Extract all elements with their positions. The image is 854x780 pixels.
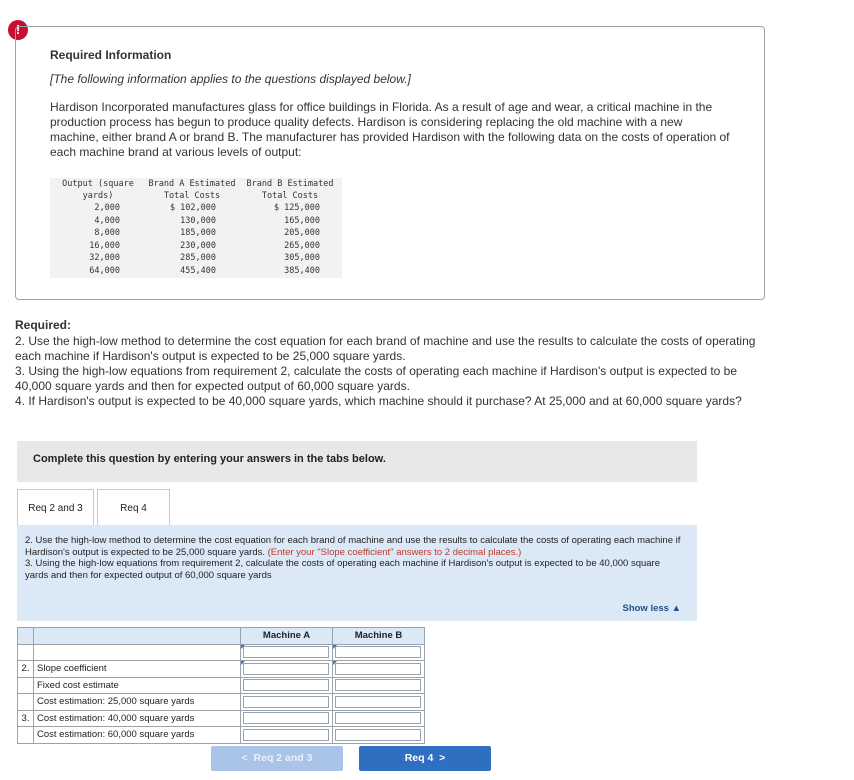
- table-row: 32,000 285,000 305,000: [50, 252, 342, 265]
- panel-note: (Enter your "Slope coefficient" answers to 2 decimal places.): [267, 546, 522, 558]
- blank-machine-a-input[interactable]: [243, 646, 329, 658]
- answer-table: [17, 627, 425, 744]
- answer-row: Cost estimation: 60,000 square yards: [18, 727, 425, 744]
- required-item-2: 2. Use the high-low method to determine the cost equation for each brand of machine and use the results to calculate the costs of operating each machine if Hardison's output is expected to be 25,000 square yards.: [15, 334, 756, 363]
- show-less-link[interactable]: Show less ▲: [622, 603, 681, 614]
- answer-row: Cost estimation: 25,000 square yards: [18, 694, 425, 711]
- chevron-right-icon: >: [439, 752, 446, 764]
- cost-60000-machine-b-input[interactable]: [335, 729, 421, 741]
- input-marker-icon: [241, 661, 245, 665]
- slope-machine-a-input[interactable]: [243, 663, 329, 675]
- tab-req-4[interactable]: Req 4: [97, 489, 170, 526]
- required-item-3: 3. Using the high-low equations from requirement 2, calculate the costs of operating each machine if Hardison's output is expected to be 40,000 square yards and then for expected output of 60,000 square yards.: [15, 364, 738, 393]
- info-subtitle: [The following information applies to the questions displayed below.]: [50, 72, 411, 86]
- cost-data-table: [50, 178, 342, 278]
- info-title: Required Information: [50, 48, 172, 62]
- panel-req-2: 2. Use the high-low method to determine the cost equation for each brand of machine and use the results to calculate the costs of operating each machine if Hardison's output is expected to be 25,000 square yards. (Enter your "Slope coefficient" answers to 2 decimal places.): [25, 535, 681, 558]
- cost-25000-machine-a-input[interactable]: [243, 696, 329, 708]
- panel-req-3: 3. Using the high-low equations from requirement 2, calculate the costs of operating each machine if Hardison's output is expected to be 40,000 square yards and then for expected output of 60,000 square yards: [25, 558, 660, 581]
- col-header-brand-a: Brand A Estimated Total Costs: [146, 178, 238, 202]
- prev-button[interactable]: < Req 2 and 3: [211, 746, 343, 771]
- required-list: [15, 334, 770, 409]
- required-title: Required:: [15, 318, 72, 332]
- table-row: 8,000 185,000 205,000: [50, 227, 342, 240]
- table-row: 64,000 455,400 385,400: [50, 265, 342, 278]
- input-marker-icon: [333, 645, 337, 649]
- next-button[interactable]: Req 4 >: [359, 746, 491, 771]
- col-machine-a: Machine A: [241, 628, 333, 645]
- answer-row: Fixed cost estimate: [18, 677, 425, 694]
- answer-row: 2. Slope coefficient: [18, 661, 425, 678]
- chevron-left-icon: <: [241, 752, 248, 764]
- triangle-up-icon: ▲: [671, 603, 681, 614]
- slope-machine-b-input[interactable]: [335, 663, 421, 675]
- cost-60000-machine-a-input[interactable]: [243, 729, 329, 741]
- table-row: 4,000 130,000 165,000: [50, 215, 342, 228]
- blank-machine-b-input[interactable]: [335, 646, 421, 658]
- answer-row: 3. Cost estimation: 40,000 square yards: [18, 710, 425, 727]
- table-row: 2,000 $ 102,000 $ 125,000: [50, 202, 342, 215]
- cost-25000-machine-b-input[interactable]: [335, 696, 421, 708]
- answer-header-row: [18, 628, 425, 645]
- tab-req-2-and-3[interactable]: Req 2 and 3: [17, 489, 94, 526]
- col-machine-b: Machine B: [333, 628, 425, 645]
- info-paragraph: Hardison Incorporated manufactures glass for office buildings in Florida. As a result of age and wear, a critical machine in the production process has begun to produce quality defects. Hardison is considering replacing the old machine with a new machine, either brand A or brand B. The manufacturer has provided Hardison with the following data on the costs of operation of each machine brand at various levels of output:: [50, 100, 730, 159]
- cost-40000-machine-a-input[interactable]: [243, 712, 329, 724]
- instruction-banner: Complete this question by entering your answers in the tabs below.: [17, 441, 697, 482]
- alert-icon: !: [8, 20, 28, 40]
- input-marker-icon: [241, 645, 245, 649]
- panel-text: [25, 535, 685, 581]
- fixed-cost-machine-a-input[interactable]: [243, 679, 329, 691]
- question-panel: [17, 525, 697, 621]
- answer-row-blank: [18, 644, 425, 661]
- cost-40000-machine-b-input[interactable]: [335, 712, 421, 724]
- required-item-4: 4. If Hardison's output is expected to be 40,000 square yards, which machine should it purchase? At 25,000 and at 60,000 square yards?: [15, 394, 742, 408]
- table-row: 16,000 230,000 265,000: [50, 240, 342, 253]
- col-header-output: Output (square yards): [50, 178, 146, 202]
- fixed-cost-machine-b-input[interactable]: [335, 679, 421, 691]
- col-header-brand-b: Brand B Estimated Total Costs: [238, 178, 342, 202]
- input-marker-icon: [333, 661, 337, 665]
